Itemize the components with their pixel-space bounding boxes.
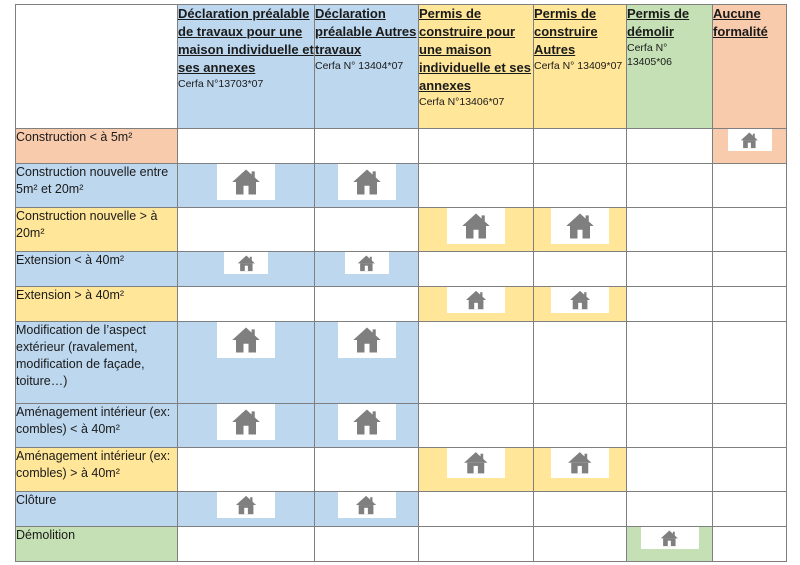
table-cell: [534, 129, 627, 164]
table-cell: [627, 404, 713, 448]
column-cerfa: Cerfa N° 13405*06: [627, 42, 672, 68]
table-cell: [713, 404, 787, 448]
table-cell: [419, 492, 534, 527]
table-cell: [534, 322, 627, 404]
table-cell: [713, 208, 787, 252]
house-icon: [217, 164, 275, 200]
table-cell: [419, 448, 534, 492]
row-label: Construction nouvelle entre 5m² et 20m²: [16, 164, 178, 208]
column-header-pc-autres: [534, 5, 627, 129]
table-cell: [713, 129, 787, 164]
table-cell: [178, 252, 315, 287]
table-row: [16, 208, 787, 252]
table-cell: [534, 252, 627, 287]
table-row: [16, 252, 787, 287]
table-cell: [178, 322, 315, 404]
table-cell: [713, 492, 787, 527]
row-label: Aménagement intérieur (ex: combles) > à 40m²: [16, 448, 178, 492]
table-cell: [315, 208, 419, 252]
table-cell: [627, 527, 713, 562]
table-cell: [627, 129, 713, 164]
table-cell: [419, 404, 534, 448]
table-row: [16, 287, 787, 322]
column-title: Déclaration préalable Autres travaux: [315, 6, 417, 57]
house-icon: [338, 322, 396, 358]
table-row: [16, 322, 787, 404]
house-icon: [551, 287, 609, 313]
table-row: [16, 164, 787, 208]
table-body: [16, 129, 787, 562]
table-row: [16, 404, 787, 448]
table-cell: [534, 492, 627, 527]
table-cell: [627, 208, 713, 252]
table-cell: [534, 208, 627, 252]
table-cell: [178, 164, 315, 208]
table-cell: [315, 404, 419, 448]
row-label: Démolition: [16, 527, 178, 562]
column-title: Déclaration préalable de travaux pour une maison individuelle et ses annexes: [178, 6, 314, 75]
table-cell: [178, 404, 315, 448]
table-cell: [627, 322, 713, 404]
table-row: [16, 129, 787, 164]
table-cell: [419, 527, 534, 562]
row-label: Clôture: [16, 492, 178, 527]
table-cell: [627, 287, 713, 322]
table-cell: [419, 129, 534, 164]
column-cerfa: Cerfa N°13406*07: [419, 96, 505, 108]
column-cerfa: Cerfa N° 13404*07: [315, 60, 404, 72]
table-cell: [178, 448, 315, 492]
house-icon: [217, 322, 275, 358]
table-cell: [178, 492, 315, 527]
row-label: Extension < à 40m²: [16, 252, 178, 287]
column-header-aucune: [713, 5, 787, 129]
header-row: [16, 5, 787, 129]
house-icon: [551, 208, 609, 244]
table-row: [16, 448, 787, 492]
house-icon: [338, 404, 396, 440]
table-cell: [178, 287, 315, 322]
formalities-table: [15, 4, 787, 562]
column-header-pc-maison: [419, 5, 534, 129]
row-label: Aménagement intérieur (ex: combles) < à 40m²: [16, 404, 178, 448]
table-cell: [534, 287, 627, 322]
table-cell: [315, 287, 419, 322]
table-cell: [419, 208, 534, 252]
header-corner: [16, 5, 178, 129]
table-row: [16, 527, 787, 562]
table-cell: [627, 252, 713, 287]
column-header-pd: [627, 5, 713, 129]
table-cell: [713, 527, 787, 562]
row-label: Construction < à 5m²: [16, 129, 178, 164]
column-title: Permis de construire pour une maison individuelle et ses annexes: [419, 6, 531, 93]
table-cell: [627, 492, 713, 527]
table-cell: [178, 208, 315, 252]
house-icon: [551, 448, 609, 478]
row-label: Construction nouvelle > à 20m²: [16, 208, 178, 252]
house-icon: [217, 492, 275, 518]
table-cell: [419, 164, 534, 208]
table-row: [16, 492, 787, 527]
table-cell: [713, 322, 787, 404]
table-cell: [419, 322, 534, 404]
house-icon: [447, 208, 505, 244]
table-cell: [713, 448, 787, 492]
table-cell: [713, 252, 787, 287]
table-cell: [713, 287, 787, 322]
table-cell: [627, 448, 713, 492]
column-title: Permis de démolir: [627, 6, 690, 39]
table-cell: [178, 129, 315, 164]
table-cell: [315, 322, 419, 404]
house-icon: [224, 252, 268, 274]
row-label: Modification de l’aspect extérieur (ravalement, modification de façade, toiture…): [16, 322, 178, 404]
house-icon: [338, 492, 396, 518]
house-icon: [345, 252, 389, 274]
house-icon: [447, 448, 505, 478]
house-icon: [447, 287, 505, 313]
table-cell: [534, 448, 627, 492]
table-cell: [419, 252, 534, 287]
house-icon: [217, 404, 275, 440]
table-cell: [178, 527, 315, 562]
table-cell: [419, 287, 534, 322]
table-cell: [315, 129, 419, 164]
column-cerfa: Cerfa N° 13409*07: [534, 60, 623, 72]
house-icon: [338, 164, 396, 200]
column-title: Aucune formalité: [713, 6, 768, 39]
column-cerfa: Cerfa N°13703*07: [178, 78, 264, 90]
column-header-dp-autres: [315, 5, 419, 129]
table-cell: [534, 164, 627, 208]
table-cell: [315, 448, 419, 492]
table-cell: [534, 404, 627, 448]
column-title: Permis de construire Autres: [534, 6, 598, 57]
house-icon: [728, 129, 772, 151]
table-cell: [627, 164, 713, 208]
table-cell: [315, 492, 419, 527]
row-label: Extension > à 40m²: [16, 287, 178, 322]
table-cell: [315, 527, 419, 562]
house-icon: [641, 527, 699, 549]
table-cell: [315, 252, 419, 287]
table-cell: [713, 164, 787, 208]
table-cell: [534, 527, 627, 562]
table-cell: [315, 164, 419, 208]
column-header-dp-maison: [178, 5, 315, 129]
